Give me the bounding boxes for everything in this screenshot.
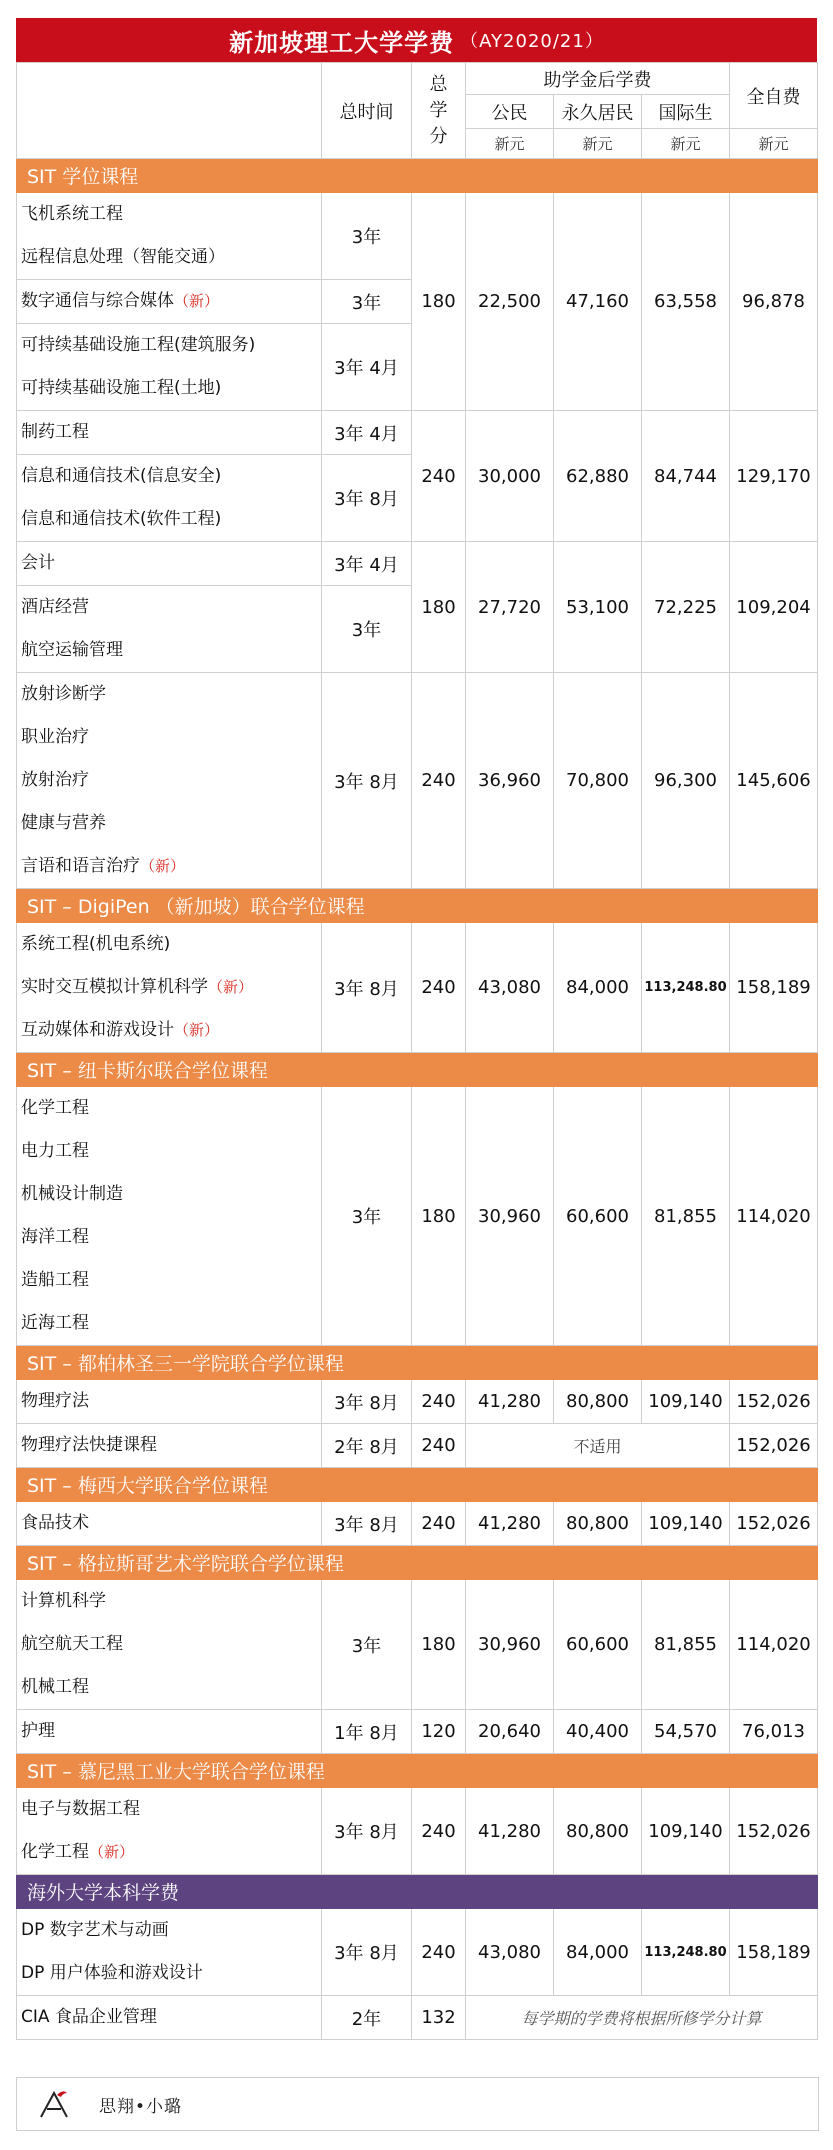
program-name: 可持续基础设施工程(建筑服务) xyxy=(21,335,256,355)
program-name: 信息和通信技术(信息安全) xyxy=(21,466,222,486)
section-title: SIT – 梅西大学联合学位课程 xyxy=(17,1468,818,1502)
intl-fee: 81,855 xyxy=(642,1580,730,1710)
duration-cell: 3年 8月 xyxy=(322,1502,412,1546)
intl-fee: 63,558 xyxy=(642,193,730,411)
program-name: 电子与数据工程 xyxy=(21,1799,140,1819)
intl-fee: 109,140 xyxy=(642,1788,730,1875)
pr-fee: 80,800 xyxy=(554,1502,642,1546)
citizen-fee: 30,000 xyxy=(466,411,554,542)
program-cell xyxy=(17,193,322,280)
header-intl: 国际生 xyxy=(642,95,730,129)
unit-label: 新元 xyxy=(642,129,730,159)
program-name: 放射治疗 xyxy=(21,770,89,790)
program-name: 机械工程 xyxy=(21,1677,89,1697)
new-tag: （新） xyxy=(208,978,254,996)
header-duration: 总时间 xyxy=(322,63,412,159)
citizen-fee: 41,280 xyxy=(466,1502,554,1546)
program-cell xyxy=(17,1424,322,1468)
credits-cell: 240 xyxy=(412,923,466,1053)
duration-cell: 3年 xyxy=(322,280,412,324)
program-name: 航空运输管理 xyxy=(21,640,123,660)
program-cell xyxy=(17,1909,322,1996)
full-fee: 96,878 xyxy=(730,193,818,411)
intl-fee: 54,570 xyxy=(642,1710,730,1754)
credits-cell: 132 xyxy=(412,1996,466,2040)
program-name: 数字通信与综合媒体（新） xyxy=(21,291,220,311)
program-cell xyxy=(17,673,322,889)
program-cell xyxy=(17,1502,322,1546)
duration-cell: 3年 8月 xyxy=(322,1909,412,1996)
pr-fee: 53,100 xyxy=(554,542,642,673)
program-cell xyxy=(17,1710,322,1754)
program-name: 酒店经营 xyxy=(21,597,89,617)
duration-cell: 3年 4月 xyxy=(322,542,412,586)
program-name: 化学工程（新） xyxy=(21,1842,135,1862)
duration-cell: 3年 4月 xyxy=(322,411,412,455)
table-row xyxy=(17,1424,818,1468)
program-cell xyxy=(17,586,322,673)
unit-label: 新元 xyxy=(730,129,818,159)
duration-cell: 3年 xyxy=(322,1087,412,1346)
pr-fee: 84,000 xyxy=(554,1909,642,1996)
table-row xyxy=(17,1788,818,1875)
duration-cell: 3年 8月 xyxy=(322,673,412,889)
program-name: DP 用户体验和游戏设计 xyxy=(21,1963,203,1983)
credits-cell: 180 xyxy=(412,1087,466,1346)
table-row xyxy=(17,1087,818,1346)
duration-cell: 2年 8月 xyxy=(322,1424,412,1468)
section-header xyxy=(17,1754,818,1788)
phoenix-logo-icon xyxy=(37,2087,71,2121)
credits-cell: 240 xyxy=(412,1788,466,1875)
section-title: SIT – 格拉斯哥艺术学院联合学位课程 xyxy=(17,1546,818,1580)
duration-cell: 1年 8月 xyxy=(322,1710,412,1754)
table-row xyxy=(17,673,818,889)
full-fee: 76,013 xyxy=(730,1710,818,1754)
intl-fee: 113,248.80 xyxy=(642,923,730,1053)
pr-fee: 70,800 xyxy=(554,673,642,889)
citizen-fee: 41,280 xyxy=(466,1788,554,1875)
section-title: 海外大学本科学费 xyxy=(17,1875,818,1909)
duration-cell: 2年 xyxy=(322,1996,412,2040)
program-name: 机械设计制造 xyxy=(21,1184,123,1204)
program-cell xyxy=(17,1788,322,1875)
credits-cell: 180 xyxy=(412,542,466,673)
duration-cell: 3年 xyxy=(322,1580,412,1710)
brand-name: 思翔•小璐 xyxy=(99,2096,183,2117)
citizen-fee: 30,960 xyxy=(466,1580,554,1710)
tuition-table xyxy=(16,62,818,2040)
program-name: 健康与营养 xyxy=(21,813,106,833)
program-name: 化学工程 xyxy=(21,1098,89,1118)
header-program-blank xyxy=(17,63,322,159)
program-name: 远程信息处理（智能交通） xyxy=(21,247,225,267)
full-fee: 109,204 xyxy=(730,542,818,673)
program-name: 言语和语言治疗（新） xyxy=(21,856,186,876)
program-name: DP 数字艺术与动画 xyxy=(21,1920,169,1940)
unit-label: 新元 xyxy=(466,129,554,159)
program-name: 实时交互模拟计算机科学（新） xyxy=(21,977,254,997)
intl-fee: 81,855 xyxy=(642,1087,730,1346)
program-cell xyxy=(17,1087,322,1346)
credits-cell: 240 xyxy=(412,1909,466,1996)
program-cell xyxy=(17,411,322,455)
section-title: SIT – 纽卡斯尔联合学位课程 xyxy=(17,1053,818,1087)
citizen-fee: 27,720 xyxy=(466,542,554,673)
duration-cell: 3年 xyxy=(322,586,412,673)
full-fee: 152,026 xyxy=(730,1424,818,1468)
header-pr: 永久居民 xyxy=(554,95,642,129)
duration-cell: 3年 8月 xyxy=(322,1788,412,1875)
tuition-sheet xyxy=(6,0,827,2117)
new-tag: （新） xyxy=(140,857,186,875)
program-name: CIA 食品企业管理 xyxy=(21,2007,157,2027)
program-cell xyxy=(17,1580,322,1710)
table-row xyxy=(17,1380,818,1424)
full-fee: 158,189 xyxy=(730,1909,818,1996)
pr-fee: 80,800 xyxy=(554,1788,642,1875)
credits-cell: 120 xyxy=(412,1710,466,1754)
fee-note: 每学期的学费将根据所修学分计算 xyxy=(466,1996,818,2040)
program-name: 计算机科学 xyxy=(21,1591,106,1611)
program-cell xyxy=(17,1380,322,1424)
intl-fee: 109,140 xyxy=(642,1380,730,1424)
full-fee: 129,170 xyxy=(730,411,818,542)
new-tag: （新） xyxy=(89,1843,135,1861)
title-main: 新加坡理工大学学费 xyxy=(229,28,455,57)
footer xyxy=(16,2077,819,2131)
table-row xyxy=(17,1996,818,2040)
citizen-fee: 30,960 xyxy=(466,1087,554,1346)
citizen-fee: 22,500 xyxy=(466,193,554,411)
duration-cell: 3年 xyxy=(322,193,412,280)
section-title: SIT – DigiPen （新加坡）联合学位课程 xyxy=(17,889,818,923)
pr-fee: 62,880 xyxy=(554,411,642,542)
duration-cell: 3年 4月 xyxy=(322,324,412,411)
citizen-fee: 43,080 xyxy=(466,1909,554,1996)
program-name: 可持续基础设施工程(土地) xyxy=(21,378,222,398)
program-name: 物理疗法快捷课程 xyxy=(21,1435,157,1455)
program-name: 电力工程 xyxy=(21,1141,89,1161)
pr-fee: 40,400 xyxy=(554,1710,642,1754)
full-fee: 152,026 xyxy=(730,1502,818,1546)
program-name: 信息和通信技术(软件工程) xyxy=(21,509,222,529)
title-year: （AY2020/21） xyxy=(460,31,604,52)
table-row xyxy=(17,923,818,1053)
section-header xyxy=(17,1546,818,1580)
table-row xyxy=(17,411,818,455)
section-header xyxy=(17,1468,818,1502)
credits-cell: 180 xyxy=(412,1580,466,1710)
credits-cell: 240 xyxy=(412,1502,466,1546)
program-name: 制药工程 xyxy=(21,422,89,442)
header-credits: 总 学 分 xyxy=(412,63,466,159)
intl-fee: 84,744 xyxy=(642,411,730,542)
full-fee: 158,189 xyxy=(730,923,818,1053)
program-cell xyxy=(17,1996,322,2040)
citizen-fee: 20,640 xyxy=(466,1710,554,1754)
header-citizen: 公民 xyxy=(466,95,554,129)
new-tag: （新） xyxy=(174,292,220,310)
program-cell xyxy=(17,280,322,324)
section-title: SIT – 都柏林圣三一学院联合学位课程 xyxy=(17,1346,818,1380)
section-title: SIT – 慕尼黑工业大学联合学位课程 xyxy=(17,1754,818,1788)
pr-fee: 60,600 xyxy=(554,1580,642,1710)
program-name: 航空航天工程 xyxy=(21,1634,123,1654)
program-name: 造船工程 xyxy=(21,1270,89,1290)
intl-fee: 72,225 xyxy=(642,542,730,673)
table-row xyxy=(17,542,818,586)
credits-cell: 240 xyxy=(412,1380,466,1424)
full-fee: 145,606 xyxy=(730,673,818,889)
header-row xyxy=(17,63,818,95)
section-header xyxy=(17,1346,818,1380)
program-name: 飞机系统工程 xyxy=(21,204,123,224)
table-row xyxy=(17,1580,818,1710)
intl-fee: 96,300 xyxy=(642,673,730,889)
section-header xyxy=(17,1875,818,1909)
citizen-fee: 36,960 xyxy=(466,673,554,889)
program-name: 放射诊断学 xyxy=(21,684,106,704)
full-fee: 152,026 xyxy=(730,1380,818,1424)
section-title: SIT 学位课程 xyxy=(17,159,818,193)
not-applicable: 不适用 xyxy=(466,1424,730,1468)
section-header xyxy=(17,889,818,923)
full-fee: 114,020 xyxy=(730,1087,818,1346)
program-name: 护理 xyxy=(21,1721,55,1741)
citizen-fee: 41,280 xyxy=(466,1380,554,1424)
credits-cell: 240 xyxy=(412,673,466,889)
program-name: 互动媒体和游戏设计（新） xyxy=(21,1020,220,1040)
program-cell xyxy=(17,455,322,542)
section-header xyxy=(17,159,818,193)
program-cell xyxy=(17,542,322,586)
full-fee: 152,026 xyxy=(730,1788,818,1875)
program-name: 近海工程 xyxy=(21,1313,89,1333)
program-cell xyxy=(17,923,322,1053)
header-grant: 助学金后学费 xyxy=(466,63,730,95)
table-row xyxy=(17,1909,818,1996)
program-cell xyxy=(17,324,322,411)
program-name: 食品技术 xyxy=(21,1513,89,1533)
pr-fee: 84,000 xyxy=(554,923,642,1053)
pr-fee: 60,600 xyxy=(554,1087,642,1346)
program-name: 职业治疗 xyxy=(21,727,89,747)
table-row xyxy=(17,1502,818,1546)
header-full: 全自费 xyxy=(730,63,818,129)
program-name: 物理疗法 xyxy=(21,1391,89,1411)
page-title xyxy=(16,18,817,62)
pr-fee: 80,800 xyxy=(554,1380,642,1424)
program-name: 会计 xyxy=(21,553,55,573)
intl-fee: 113,248.80 xyxy=(642,1909,730,1996)
credits-cell: 240 xyxy=(412,411,466,542)
duration-cell: 3年 8月 xyxy=(322,455,412,542)
new-tag: （新） xyxy=(174,1021,220,1039)
program-name: 系统工程(机电系统) xyxy=(21,934,171,954)
table-row xyxy=(17,193,818,280)
pr-fee: 47,160 xyxy=(554,193,642,411)
section-header xyxy=(17,1053,818,1087)
program-name: 海洋工程 xyxy=(21,1227,89,1247)
credits-cell: 180 xyxy=(412,193,466,411)
duration-cell: 3年 8月 xyxy=(322,923,412,1053)
citizen-fee: 43,080 xyxy=(466,923,554,1053)
intl-fee: 109,140 xyxy=(642,1502,730,1546)
duration-cell: 3年 8月 xyxy=(322,1380,412,1424)
credits-cell: 240 xyxy=(412,1424,466,1468)
full-fee: 114,020 xyxy=(730,1580,818,1710)
unit-label: 新元 xyxy=(554,129,642,159)
table-row xyxy=(17,1710,818,1754)
